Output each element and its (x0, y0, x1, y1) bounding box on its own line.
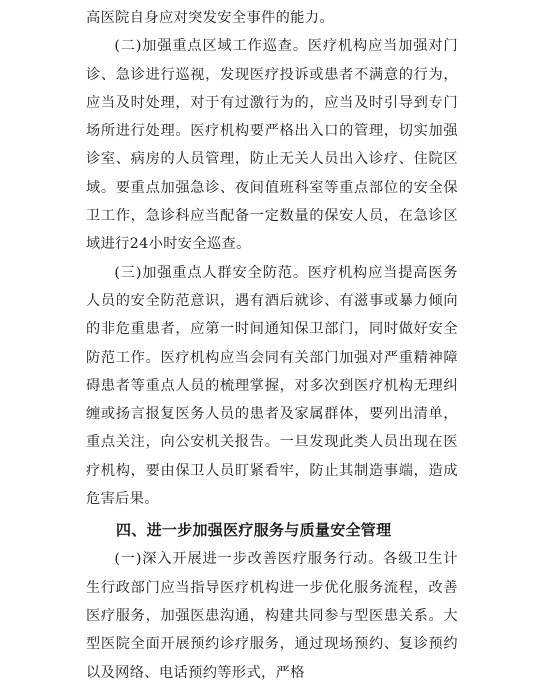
paragraph-body-improve-service: 各级卫生计生行政部门应当指导医疗机构进一步优化服务流程，改善医疗服务，加强医患沟通，构建共同参与型医患关系。大型医院全面开展预约诊疗服务，通过现场预约、复诊预约以及网络、电话预约等形式，严格 (86, 551, 458, 681)
subheading-key-groups: (三)加强重点人群安全防范。 (114, 264, 308, 281)
subheading-improve-service: (一)深入开展进一步改善医疗服务行动。 (114, 551, 384, 568)
paragraph-key-groups-prevention (86, 259, 458, 514)
intro-text: 高医院自身应对突发安全事件的能力。 (86, 10, 334, 26)
section-heading-quality-management: 四、进一步加强医疗服务与质量安全管理 (116, 521, 392, 540)
paragraph-body-key-groups: 医疗机构应当提高医务人员的安全防范意识，遇有酒后就诊、有滋事或暴力倾向的非危重患者，应第一时间通知保卫部门，同时做好安全防范工作。医疗机构应当会同有关部门加强对严重精神障碍患者等重点人员的梳理掌握，对多次到医疗机构无理纠缠或扬言报复医务人员的患者及家属群体，要列出清单，重点关注，向公安机关报告。一旦发现此类人员出现在医疗机构，要由保卫人员盯紧看牢，防止其制造事端，造成危害后果。 (86, 264, 458, 508)
paragraph-key-areas-inspection (86, 32, 458, 258)
subheading-key-areas: (二)加强重点区域工作巡查。 (114, 38, 308, 55)
paragraph-body-key-areas: 医疗机构应当加强对门诊、急诊进行巡视，发现医疗投诉或患者不满意的行为，应当及时处理，对于有过激行为的，应当及时引导到专门场所进行处理。医疗机构要严格出入口的管理，切实加强诊室、病房的人员管理，防止无关人员出入诊疗、住院区域。要重点加强急诊、夜间值班科室等重点部位的安全保卫工作，急诊科应当配备一定数量的保安人员，在急诊区域进行24小时安全巡查。 (86, 38, 458, 253)
intro-paragraph-fragment (86, 4, 458, 32)
paragraph-improve-medical-service (86, 545, 458, 686)
